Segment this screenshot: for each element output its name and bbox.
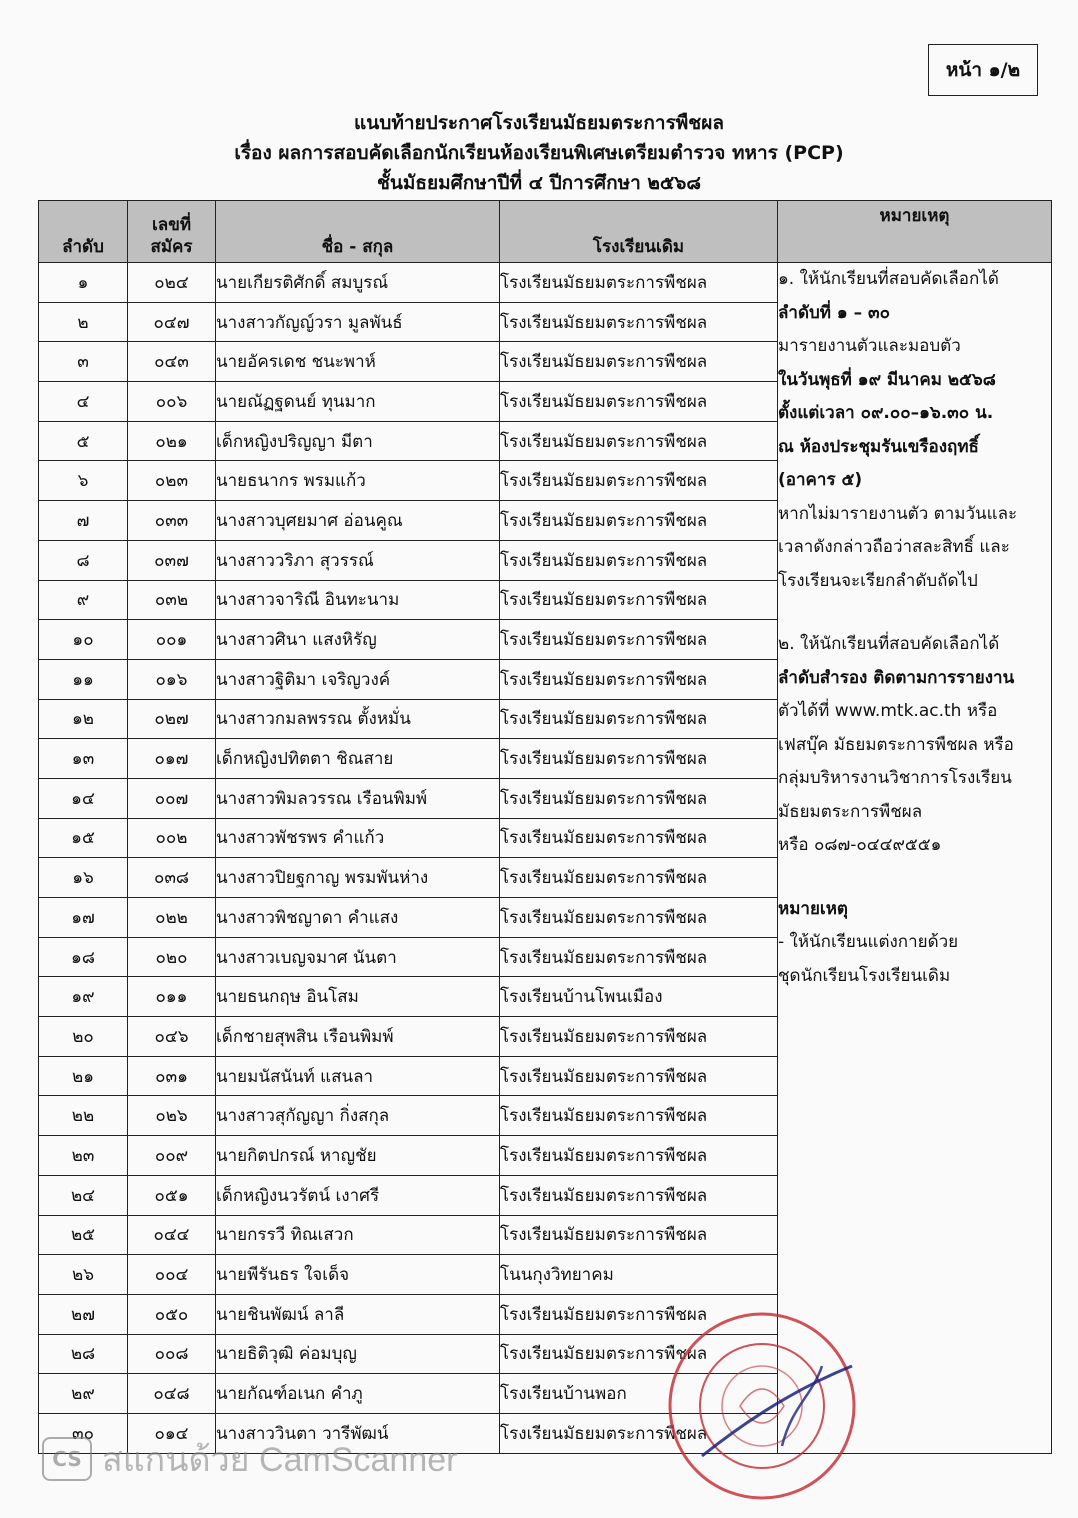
- student-name: นางสาวเบญจมาศ นันตา: [216, 937, 500, 977]
- table-body: [39, 263, 1052, 1454]
- student-name: นายธนากร พรมแก้ว: [216, 461, 500, 501]
- row-number: ๑๔: [39, 778, 128, 818]
- row-number: ๘: [39, 540, 128, 580]
- application-number: ๐๑๖: [128, 659, 216, 699]
- application-number: ๐๕๑: [128, 1175, 216, 1215]
- note-line: ลำดับที่ ๑ – ๓๐: [778, 302, 891, 323]
- note-line: ตั้งแต่เวลา ๐๙.๐๐–๑๖.๓๐ น.: [778, 403, 994, 423]
- note-line: หมายเหตุ: [778, 898, 848, 919]
- application-number: ๐๒๔: [128, 263, 216, 303]
- application-number: ๐๐๗: [128, 778, 216, 818]
- title-line-2: เรื่อง ผลการสอบคัดเลือกนักเรียนห้องเรียนพิเศษเตรียมตำรวจ ทหาร (PCP): [234, 142, 844, 164]
- application-number: ๐๕๐: [128, 1294, 216, 1334]
- application-number: ๐๒๓: [128, 461, 216, 501]
- application-number: ๐๔๘: [128, 1374, 216, 1414]
- row-number: ๒๖: [39, 1255, 128, 1295]
- application-number: ๐๑๑: [128, 977, 216, 1017]
- row-number: ๒๙: [39, 1374, 128, 1414]
- notes-cell: [778, 263, 1052, 1454]
- student-name: นางสาวพิมลวรรณ เรือนพิมพ์: [216, 778, 500, 818]
- header-name: ชื่อ - สกุล: [216, 201, 500, 263]
- previous-school: โรงเรียนมัธยมตระการพืชผล: [500, 1136, 778, 1176]
- application-number: ๐๓๒: [128, 580, 216, 620]
- note-line: ๒. ให้นักเรียนที่สอบคัดเลือกได้: [778, 634, 1000, 654]
- application-number: ๐๓๓: [128, 501, 216, 541]
- row-number: ๑๒: [39, 699, 128, 739]
- note-line: ตัวได้ที่ www.mtk.ac.th หรือ: [778, 701, 998, 721]
- application-number: ๐๓๑: [128, 1056, 216, 1096]
- previous-school: โรงเรียนมัธยมตระการพืชผล: [500, 699, 778, 739]
- note-line: ในวันพุธที่ ๑๙ มีนาคม ๒๕๖๘: [778, 369, 996, 390]
- row-number: ๙: [39, 580, 128, 620]
- previous-school: โรงเรียนมัธยมตระการพืชผล: [500, 342, 778, 382]
- application-number: ๐๓๗: [128, 540, 216, 580]
- application-number: ๐๐๖: [128, 382, 216, 422]
- student-name: นายกิตปกรณ์ หาญชัย: [216, 1136, 500, 1176]
- row-number: ๑๗: [39, 898, 128, 938]
- row-number: ๒๓: [39, 1136, 128, 1176]
- row-number: ๑๖: [39, 858, 128, 898]
- student-name: นางสาวปิยฐกาญ พรมพันห่าง: [216, 858, 500, 898]
- application-number: ๐๐๑: [128, 620, 216, 660]
- student-name: นางสาววินตา วารีพัฒน์: [216, 1413, 500, 1453]
- row-number: ๑๐: [39, 620, 128, 660]
- header-app-line-1: เลขที่: [151, 215, 192, 235]
- application-number: ๐๐๔: [128, 1255, 216, 1295]
- row-number: ๔: [39, 382, 128, 422]
- previous-school: โรงเรียนมัธยมตระการพืชผล: [500, 1294, 778, 1334]
- row-number: ๑๑: [39, 659, 128, 699]
- row-number: ๒๗: [39, 1294, 128, 1334]
- row-number: ๕: [39, 421, 128, 461]
- previous-school: โรงเรียนบ้านโพนเมือง: [500, 977, 778, 1017]
- student-name: นายพีรันธร ใจเด็จ: [216, 1255, 500, 1295]
- note-line: - ให้นักเรียนแต่งกายด้วย: [778, 932, 959, 952]
- previous-school: โรงเรียนมัธยมตระการพืชผล: [500, 302, 778, 342]
- previous-school: โรงเรียนมัธยมตระการพืชผล: [500, 1017, 778, 1057]
- previous-school: โรงเรียนมัธยมตระการพืชผล: [500, 1413, 778, 1453]
- student-name: นางสาวพิชญาดา คำแสง: [216, 898, 500, 938]
- previous-school: โรงเรียนมัธยมตระการพืชผล: [500, 382, 778, 422]
- student-name: นางสาวกมลพรรณ ตั้งหมั่น: [216, 699, 500, 739]
- previous-school: โรงเรียนมัธยมตระการพืชผล: [500, 501, 778, 541]
- previous-school: โรงเรียนมัธยมตระการพืชผล: [500, 1175, 778, 1215]
- previous-school: โรงเรียนมัธยมตระการพืชผล: [500, 937, 778, 977]
- application-number: ๐๒๖: [128, 1096, 216, 1136]
- school-seal-stamp: [662, 1306, 862, 1506]
- previous-school: โรงเรียนมัธยมตระการพืชผล: [500, 421, 778, 461]
- student-name: เด็กหญิงปทิตตา ชิณสาย: [216, 739, 500, 779]
- row-number: ๑๕: [39, 818, 128, 858]
- note-line: ลำดับสำรอง ติดตามการรายงาน: [778, 667, 1015, 688]
- application-number: ๐๔๖: [128, 1017, 216, 1057]
- student-name: นายณัฏฐดนย์ ทุนมาก: [216, 382, 500, 422]
- title-line-1: แนบท้ายประกาศโรงเรียนมัธยมตระการพืชผล: [354, 112, 724, 134]
- previous-school: โรงเรียนมัธยมตระการพืชผล: [500, 739, 778, 779]
- note-line: เวลาดังกล่าวถือว่าสละสิทธิ์ และ: [778, 537, 1010, 557]
- row-number: ๒: [39, 302, 128, 342]
- note-line: หรือ ๐๘๗-๐๔๔๙๕๕๑: [778, 835, 942, 855]
- row-number: ๒๑: [39, 1056, 128, 1096]
- student-name: นายธิติวุฒิ ค่อมบุญ: [216, 1334, 500, 1374]
- application-number: ๐๐๒: [128, 818, 216, 858]
- row-number: ๑๙: [39, 977, 128, 1017]
- note-line: มารายงานตัวและมอบตัว: [778, 336, 961, 356]
- row-number: ๗: [39, 501, 128, 541]
- row-number: ๒๔: [39, 1175, 128, 1215]
- row-number: ๓๐: [39, 1413, 128, 1453]
- notes-spacer: [778, 863, 1051, 893]
- document-title: [0, 108, 1078, 198]
- student-name: นางสาวศินา แสงหิรัญ: [216, 620, 500, 660]
- header-app-line-2: สมัคร: [150, 237, 193, 257]
- application-number: ๐๑๗: [128, 739, 216, 779]
- watermark-text: สแกนด้วย CamScanner: [102, 1441, 458, 1479]
- previous-school: โรงเรียนมัธยมตระการพืชผล: [500, 461, 778, 501]
- application-number: ๐๓๘: [128, 858, 216, 898]
- application-number: ๐๔๓: [128, 342, 216, 382]
- note-line: (อาคาร ๕): [778, 470, 863, 490]
- row-number: ๒๘: [39, 1334, 128, 1374]
- student-name: นางสาวฐิติมา เจริญวงค์: [216, 659, 500, 699]
- row-number: ๒๕: [39, 1215, 128, 1255]
- previous-school: โรงเรียนมัธยมตระการพืชผล: [500, 778, 778, 818]
- previous-school: โรงเรียนมัธยมตระการพืชผล: [500, 898, 778, 938]
- student-name: เด็กชายสุพสิน เรือนพิมพ์: [216, 1017, 500, 1057]
- student-name: เด็กหญิงปริญญา มีตา: [216, 421, 500, 461]
- header-note: หมายเหตุ: [778, 201, 1052, 263]
- application-number: ๐๐๘: [128, 1334, 216, 1374]
- table-row: [39, 263, 1052, 303]
- previous-school: โรงเรียนมัธยมตระการพืชผล: [500, 818, 778, 858]
- student-name: นายเกียรติศักดิ์ สมบูรณ์: [216, 263, 500, 303]
- row-number: ๑๓: [39, 739, 128, 779]
- note-line: ๑. ให้นักเรียนที่สอบคัดเลือกได้: [778, 269, 999, 289]
- page-number-label: หน้า ๑/๒: [928, 44, 1038, 96]
- note-line: มัธยมตระการพืชผล: [778, 801, 923, 822]
- row-number: ๒๐: [39, 1017, 128, 1057]
- note-line: กลุ่มบริหารงานวิชาการโรงเรียน: [778, 768, 1012, 788]
- previous-school: โรงเรียนมัธยมตระการพืชผล: [500, 1215, 778, 1255]
- camscanner-logo-icon: CS: [42, 1437, 92, 1481]
- student-name: นางสาวพัชรพร คำแก้ว: [216, 818, 500, 858]
- student-name: นางสาวบุศยมาศ อ่อนคูณ: [216, 501, 500, 541]
- student-name: นางสาวกัญญ์วรา มูลพันธ์: [216, 302, 500, 342]
- header-no: ลำดับ: [39, 201, 128, 263]
- student-name: นายชินพัฒน์ ลาลี: [216, 1294, 500, 1334]
- application-number: ๐๒๒: [128, 898, 216, 938]
- application-number: ๐๒๑: [128, 421, 216, 461]
- previous-school: โรงเรียนมัธยมตระการพืชผล: [500, 1096, 778, 1136]
- header-application-no: [128, 201, 216, 263]
- note-line: เฟสบุ๊ค มัธยมตระการพืชผล หรือ: [778, 734, 1014, 755]
- note-line: ชุดนักเรียนโรงเรียนเดิม: [778, 965, 951, 986]
- row-number: ๓: [39, 342, 128, 382]
- application-number: ๐๒๗: [128, 699, 216, 739]
- application-number: ๐๒๐: [128, 937, 216, 977]
- application-number: ๐๔๗: [128, 302, 216, 342]
- title-line-3: ชั้นมัธยมศึกษาปีที่ ๔ ปีการศึกษา ๒๕๖๘: [376, 172, 702, 194]
- student-name: นายกรรวี ทิณเสวก: [216, 1215, 500, 1255]
- student-name: นายอัครเดช ชนะพาห์: [216, 342, 500, 382]
- note-line: หากไม่มารายงานตัว ตามวันและ: [778, 503, 1018, 524]
- student-name: นายธนกฤษ อินโสม: [216, 977, 500, 1017]
- camscanner-watermark: [42, 1432, 457, 1486]
- previous-school: โรงเรียนมัธยมตระการพืชผล: [500, 580, 778, 620]
- row-number: ๒๒: [39, 1096, 128, 1136]
- student-name: นางสาววริภา สุวรรณ์: [216, 540, 500, 580]
- previous-school: โนนกุงวิทยาคม: [500, 1255, 778, 1295]
- application-number: ๐๑๔: [128, 1413, 216, 1453]
- previous-school: โรงเรียนมัธยมตระการพืชผล: [500, 659, 778, 699]
- previous-school: โรงเรียนมัธยมตระการพืชผล: [500, 1334, 778, 1374]
- previous-school: โรงเรียนมัธยมตระการพืชผล: [500, 620, 778, 660]
- student-name: นายมนัสนันท์ แสนลา: [216, 1056, 500, 1096]
- previous-school: โรงเรียนบ้านพอก: [500, 1374, 778, 1414]
- application-number: ๐๔๔: [128, 1215, 216, 1255]
- student-name: นางสาวสุกัญญา กิ่งสกุล: [216, 1096, 500, 1136]
- results-table: [38, 200, 1052, 1454]
- row-number: ๑: [39, 263, 128, 303]
- previous-school: โรงเรียนมัธยมตระการพืชผล: [500, 858, 778, 898]
- row-number: ๑๘: [39, 937, 128, 977]
- table-header-row: [39, 201, 1052, 263]
- student-name: เด็กหญิงนวรัตน์ เงาศรี: [216, 1175, 500, 1215]
- header-school: โรงเรียนเดิม: [500, 201, 778, 263]
- previous-school: โรงเรียนมัธยมตระการพืชผล: [500, 263, 778, 303]
- previous-school: โรงเรียนมัธยมตระการพืชผล: [500, 1056, 778, 1096]
- previous-school: โรงเรียนมัธยมตระการพืชผล: [500, 540, 778, 580]
- notes-spacer: [778, 598, 1051, 628]
- application-number: ๐๐๙: [128, 1136, 216, 1176]
- note-line: ณ ห้องประชุมรันเขรืองฤทธิ์: [778, 436, 979, 457]
- note-line: โรงเรียนจะเรียกลำดับถัดไป: [778, 570, 978, 591]
- student-name: นายกัณฑ์อเนก คำภู: [216, 1374, 500, 1414]
- student-name: นางสาวจาริณี อินทะนาม: [216, 580, 500, 620]
- row-number: ๖: [39, 461, 128, 501]
